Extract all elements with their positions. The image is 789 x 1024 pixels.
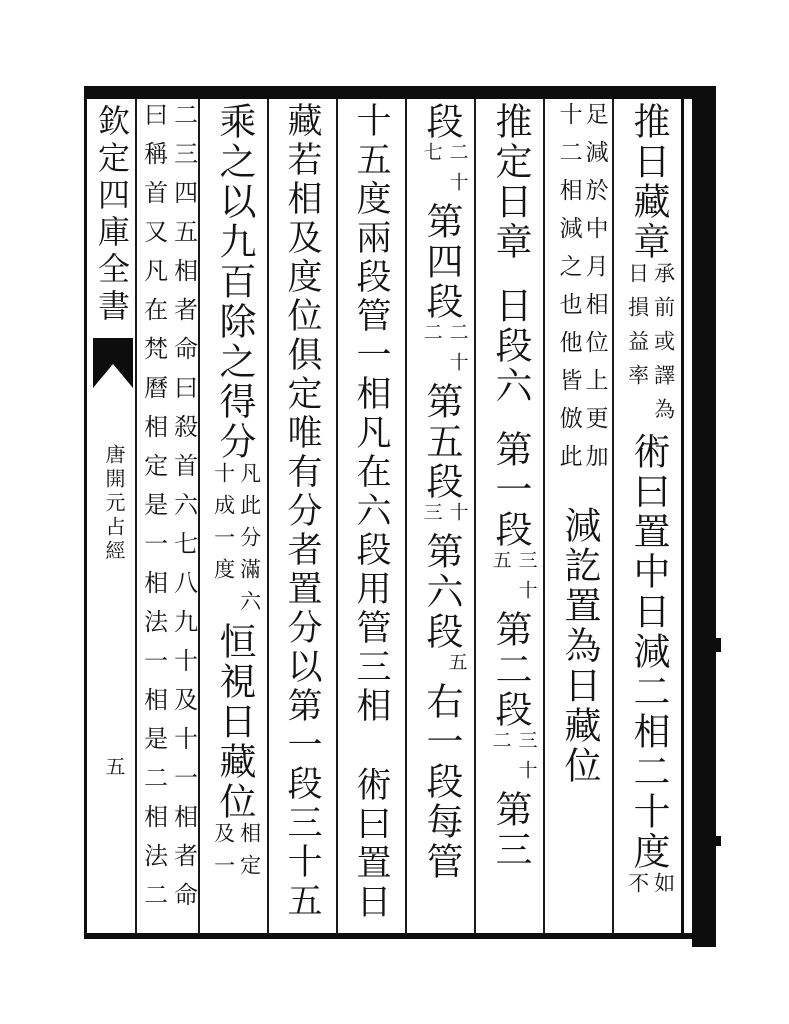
inline-annotation bbox=[625, 262, 677, 432]
annotation-right-column: 十 bbox=[446, 502, 468, 532]
main-text: 藏若相及度位俱定唯有分者置分以第一段三十五 bbox=[283, 102, 322, 921]
main-text: 推定日章 bbox=[489, 102, 530, 262]
main-text: 第六段 bbox=[420, 532, 461, 652]
inline-annotation bbox=[487, 730, 539, 790]
main-text: 第三 bbox=[489, 790, 530, 870]
main-text: 第四段 bbox=[420, 202, 461, 322]
inline-annotation bbox=[419, 652, 469, 682]
main-text: 第二段 bbox=[489, 610, 530, 730]
main-text: 術曰置日 bbox=[352, 766, 391, 922]
main-text: 右一段每管 bbox=[420, 682, 461, 882]
ink-speck bbox=[716, 836, 721, 846]
fishtail-mark-icon bbox=[93, 338, 133, 388]
text-column-4 bbox=[406, 102, 474, 938]
inline-annotation bbox=[556, 102, 608, 482]
annotation-right-column: 三十 bbox=[515, 730, 537, 790]
annotation-right-column: 凡此分滿六 bbox=[237, 462, 262, 622]
inline-annotation bbox=[418, 142, 470, 202]
text-column-2 bbox=[544, 102, 612, 938]
ink-speck bbox=[716, 638, 721, 652]
annotation-right-column: 三十 bbox=[515, 550, 537, 610]
main-text: 乘之以九百除之得分 bbox=[213, 102, 254, 462]
annotation-right-column: 相定 bbox=[237, 822, 262, 886]
annotation-left-column: 及一 bbox=[211, 822, 236, 886]
inline-annotation bbox=[211, 822, 263, 886]
annotation-right-column: 承前或譯為 bbox=[651, 262, 676, 432]
annotation-left-column: 十成一度 bbox=[211, 462, 236, 590]
annotation-left-column: 曰稱首又凡在梵曆相定是一相法一相是二相法二 bbox=[139, 102, 166, 921]
inline-annotation bbox=[138, 102, 198, 921]
annotation-right-column: 二三四五相者命曰殺首六七八九十及十一相者命 bbox=[169, 102, 196, 921]
main-text: 恒視日藏位 bbox=[213, 622, 254, 822]
collection-title: 欽定四庫全書 bbox=[94, 104, 130, 326]
annotation-right-column: 二十 bbox=[446, 322, 468, 382]
annotation-left-column: 七 bbox=[420, 142, 442, 172]
main-text: 十五度兩段管一相凡在六段用管三相 bbox=[352, 102, 391, 726]
annotation-left-column: 日損益率 bbox=[625, 262, 650, 398]
annotation-left-column: 不 bbox=[625, 872, 650, 906]
annotation-left-column: 五 bbox=[489, 550, 511, 580]
book-title: 唐開元占經 bbox=[102, 444, 124, 564]
main-text: 第一段 bbox=[489, 430, 530, 550]
inline-annotation bbox=[418, 322, 470, 382]
main-text: 段 bbox=[420, 102, 461, 142]
annotation-right-column: 二十 bbox=[446, 142, 468, 202]
frame-inner-right-line bbox=[681, 95, 684, 938]
annotation-left-column: 二 bbox=[420, 322, 442, 352]
inline-annotation bbox=[211, 462, 263, 622]
text-column-8 bbox=[136, 102, 198, 938]
inline-annotation bbox=[418, 502, 470, 532]
text-column-3 bbox=[475, 102, 543, 938]
inline-annotation bbox=[487, 550, 539, 610]
main-text: 日段六 bbox=[489, 286, 530, 406]
annotation-right-column: 足減於中月相位上更加 bbox=[582, 102, 608, 482]
text-column-6 bbox=[268, 102, 336, 938]
text-column-1 bbox=[613, 102, 681, 938]
frame-top-border bbox=[84, 86, 716, 99]
main-text: 推日藏章 bbox=[627, 102, 668, 262]
text-column-7 bbox=[199, 102, 267, 938]
frame-left-border bbox=[84, 86, 87, 939]
main-text: 術曰置中日減二相二十度 bbox=[627, 432, 668, 872]
text-column-5 bbox=[337, 102, 405, 938]
inline-annotation bbox=[625, 872, 677, 906]
annotation-left-column: 二 bbox=[489, 730, 511, 760]
main-text: 減訖置為日藏位 bbox=[558, 506, 599, 786]
annotation-right-column: 如 bbox=[651, 872, 676, 906]
main-text: 第五段 bbox=[420, 382, 461, 502]
annotation-right-column: 五 bbox=[445, 652, 467, 682]
frame-right-thick-bar bbox=[692, 86, 716, 947]
annotation-left-column: 三 bbox=[420, 502, 442, 532]
annotation-left-column: 十二相減之也他皆倣此 bbox=[556, 102, 582, 482]
page-number: 五 bbox=[102, 756, 124, 776]
